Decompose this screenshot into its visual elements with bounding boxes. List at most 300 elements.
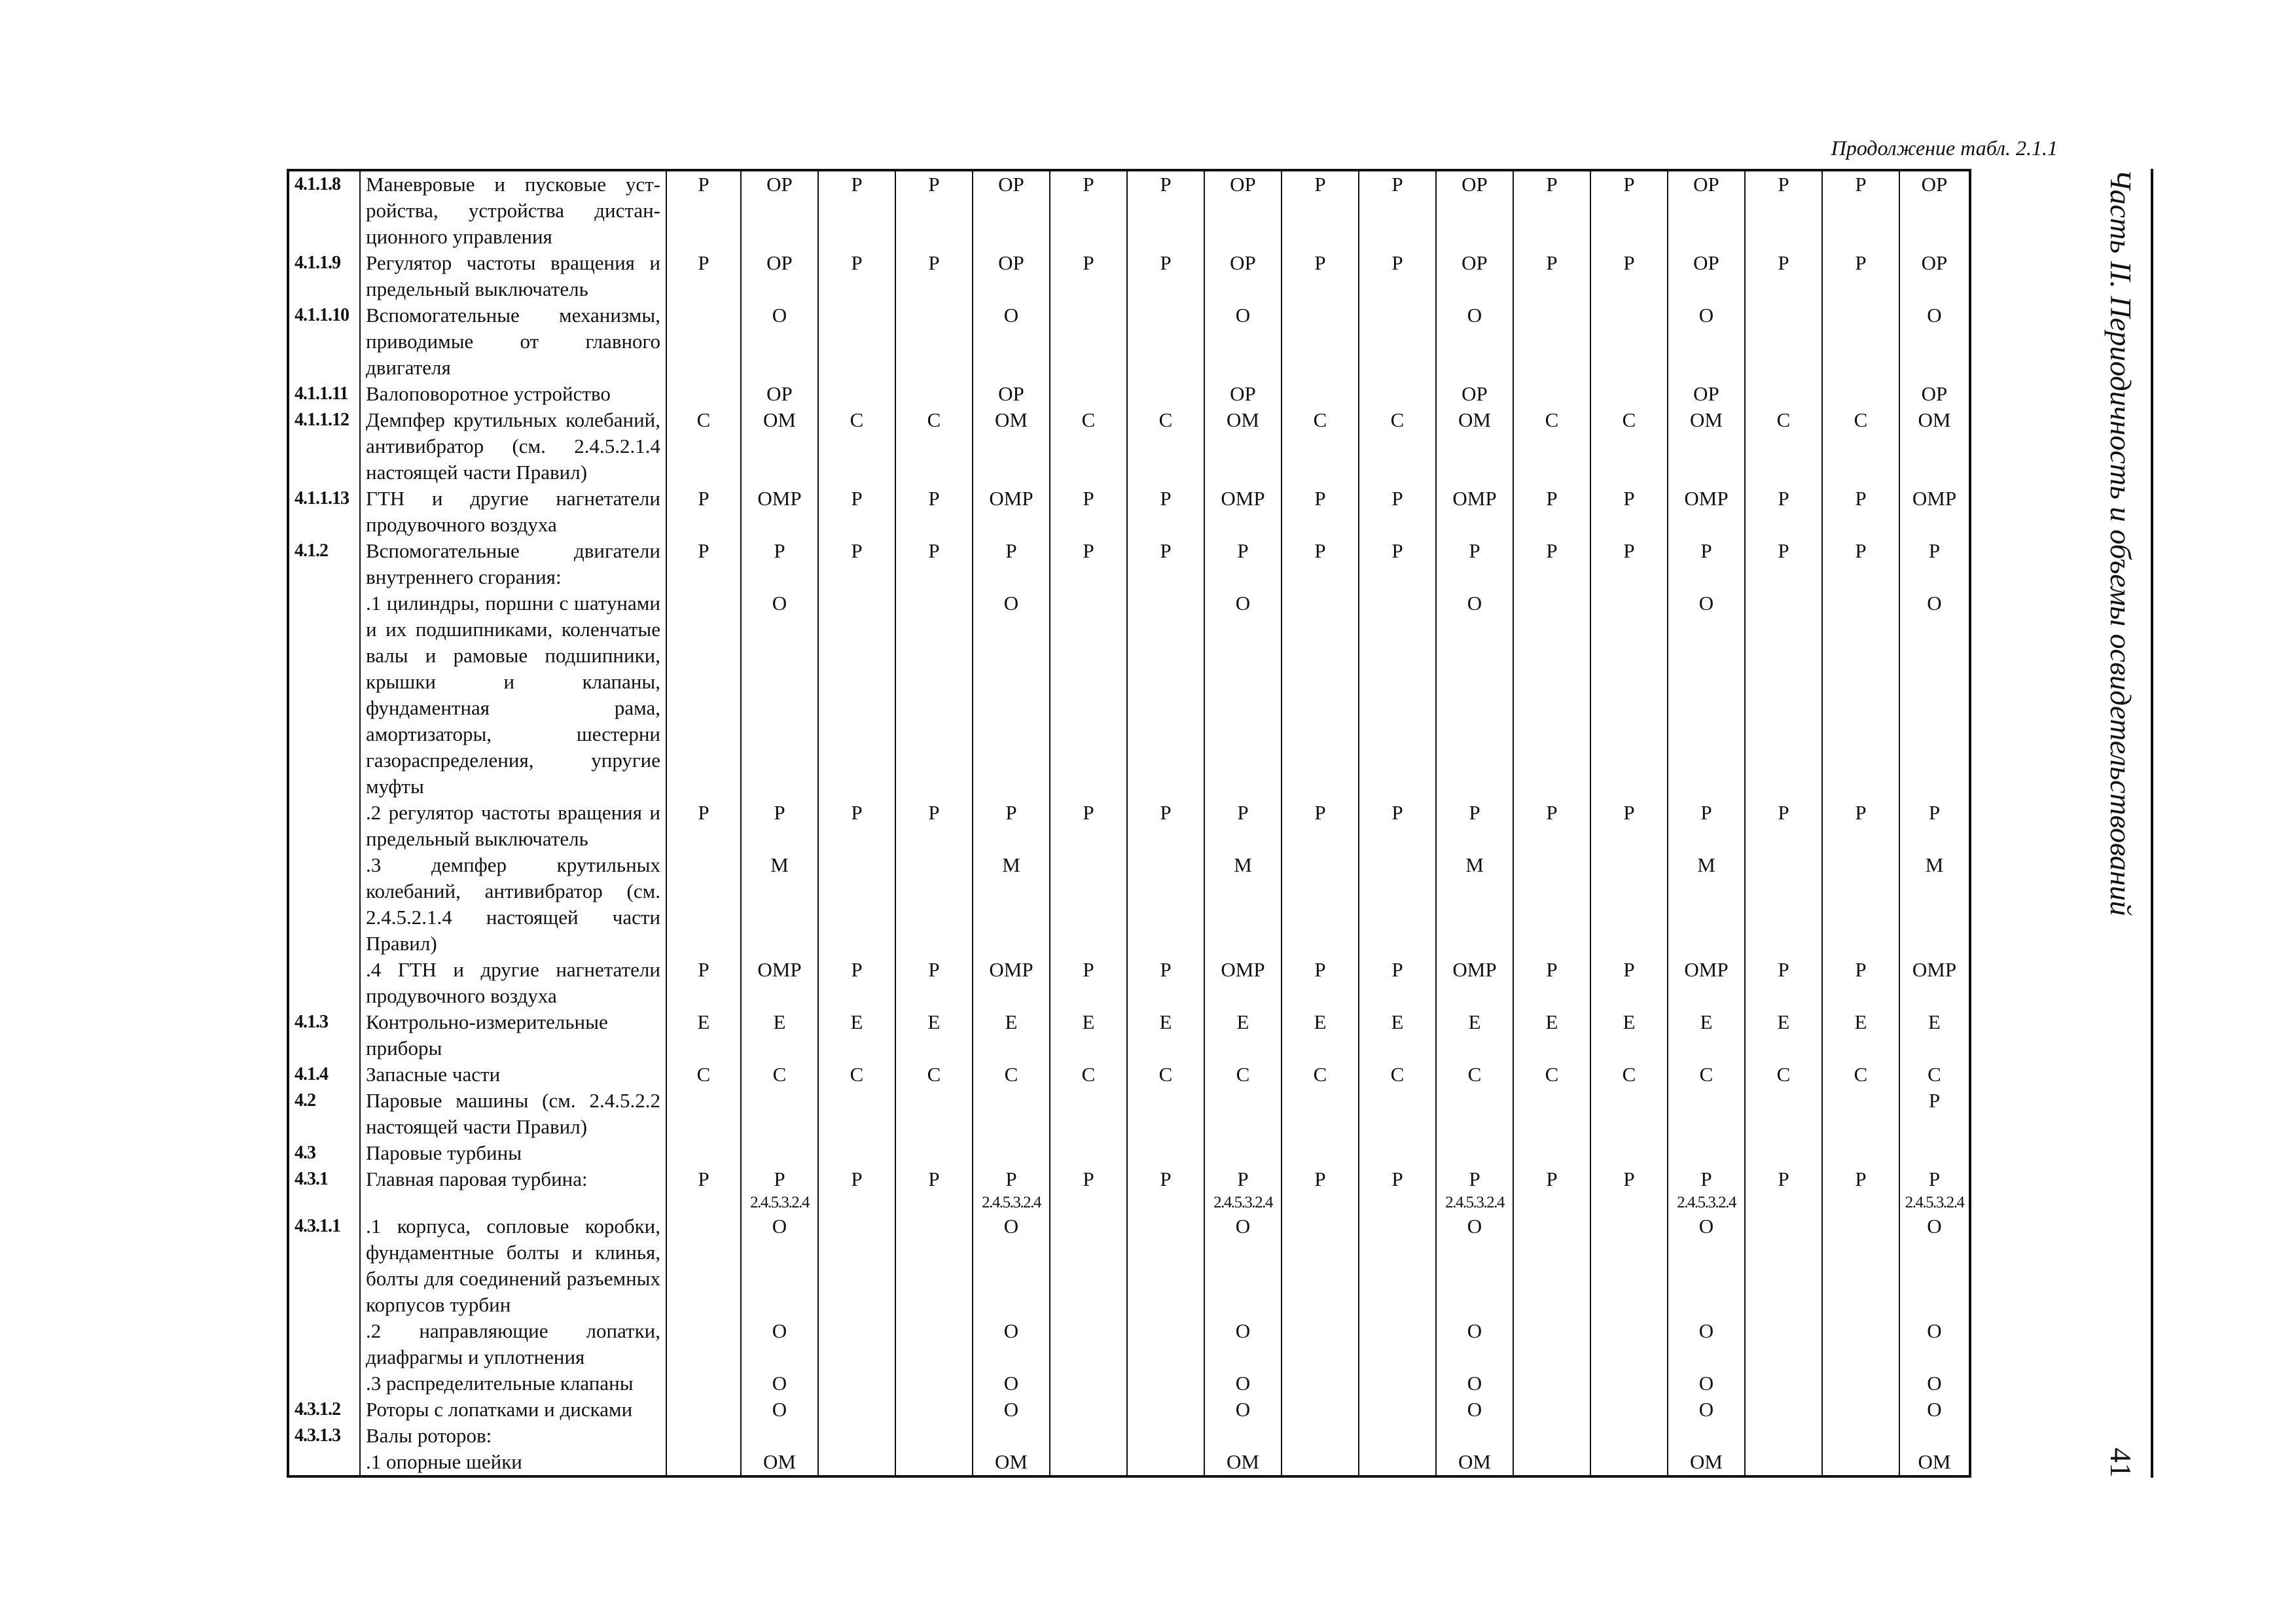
survey-mark: О [1235,1372,1251,1395]
survey-mark-cell [1127,800,1204,852]
survey-mark-cell [1668,1061,1745,1088]
survey-mark-reference: 2.4.5.3.2.4 [982,1194,1041,1211]
survey-mark-cell [1436,486,1513,538]
survey-mark-cell [895,590,973,800]
survey-mark: ОР [1693,251,1719,274]
survey-mark-cell [1204,381,1282,407]
survey-mark-cell [1899,957,1970,1009]
survey-mark: Р [851,487,863,510]
survey-mark-cell [1050,250,1127,302]
survey-mark-cell [1668,1009,1745,1061]
table-row [288,1213,1970,1318]
survey-mark: Р [1083,539,1094,562]
survey-mark-cell [1822,1088,1899,1140]
survey-mark: О [1235,1215,1251,1238]
survey-mark: ОМ [1227,408,1259,431]
item-number: 4.1.1.10 [288,302,360,381]
survey-mark: ОР [998,251,1024,274]
item-description: .1 опорные шейки [360,1449,666,1476]
survey-mark-cell [1282,1449,1359,1476]
survey-mark: ОР [766,173,793,196]
survey-mark-cell [1436,1088,1513,1140]
survey-mark-cell [1822,486,1899,538]
survey-mark-cell [818,1213,895,1318]
survey-mark-cell [1127,407,1204,486]
survey-mark: С [696,1063,711,1086]
survey-mark-cell [1204,1213,1282,1318]
item-number [288,1449,360,1476]
survey-mark: ОР [1462,173,1488,196]
survey-mark-cell [666,1213,741,1318]
survey-mark: ОМ [1458,1450,1491,1473]
survey-mark-cell [1359,250,1436,302]
survey-mark-cell [818,1009,895,1061]
survey-mark-cell [1127,538,1204,590]
survey-mark: Р [1314,801,1326,824]
survey-mark: Р [1855,1168,1867,1190]
survey-mark-cell [741,1166,818,1213]
survey-mark-cell [1590,1140,1668,1166]
survey-mark-cell [818,1140,895,1166]
survey-mark: ОМ [763,408,796,431]
survey-mark-cell [666,590,741,800]
survey-mark-cell [1590,486,1668,538]
survey-mark-cell [1436,1166,1513,1213]
survey-mark-cell [1282,170,1359,250]
survey-mark: Р [1391,1168,1403,1190]
survey-mark-cell [1513,800,1590,852]
table-row [288,486,1970,538]
table-body [288,170,1970,1476]
survey-mark: Р [1160,801,1172,824]
survey-mark-cell [818,852,895,957]
survey-mark-cell [1204,1397,1282,1423]
survey-mark: Р [1700,801,1712,824]
table-row [288,957,1970,1009]
survey-mark: ОР [1462,382,1488,405]
survey-mark-cell [973,538,1050,590]
table-row [288,1370,1970,1397]
survey-mark-cell [666,1140,741,1166]
survey-mark-cell [741,1213,818,1318]
survey-mark: О [1927,1319,1942,1342]
survey-mark-cell [666,1009,741,1061]
survey-mark-cell [895,1370,973,1397]
survey-mark-cell [1899,1009,1970,1061]
survey-mark: Р [928,173,940,196]
survey-mark: С [1854,1063,1868,1086]
survey-mark-cell [1282,1370,1359,1397]
item-description: Демпфер крутильных колебаний, антивибратор (см. 2.4.5.2.1.4 настоящей части Правил) [360,407,666,486]
survey-mark: Р [1855,173,1867,196]
table-row [288,170,1970,250]
survey-mark: Р [1546,173,1558,196]
survey-mark: ОМ [763,1450,796,1473]
survey-mark: ОР [1230,251,1256,274]
survey-mark: Р [1314,173,1326,196]
survey-mark: ОМ [1458,408,1491,431]
survey-mark-cell [666,1088,741,1140]
item-description: Валы роторов: [360,1423,666,1449]
survey-mark: Р [1160,251,1172,274]
survey-mark-cell [1745,1166,1822,1213]
survey-mark: С [1622,408,1636,431]
survey-mark: ОР [998,382,1024,405]
survey-mark-cell [1050,381,1127,407]
survey-mark-cell [973,957,1050,1009]
survey-mark-cell [895,250,973,302]
survey-mark-cell [1204,302,1282,381]
survey-mark-cell [1359,1166,1436,1213]
survey-mark: Р [851,539,863,562]
survey-mark: Е [1928,1010,1941,1033]
survey-mark: ОР [1693,173,1719,196]
survey-mark-cell [1668,1140,1745,1166]
survey-mark-cell [1127,1009,1204,1061]
survey-mark-cell [895,1061,973,1088]
survey-mark: Р [1083,487,1094,510]
survey-mark: Р [698,801,709,824]
survey-mark: Р [1391,173,1403,196]
survey-mark-reference: 2.4.5.3.2.4 [1213,1194,1272,1211]
survey-mark-cell [1822,1449,1899,1476]
survey-mark: О [1003,304,1019,327]
survey-mark: С [1622,1063,1636,1086]
item-number: 4.1.4 [288,1061,360,1088]
survey-mark-cell [895,957,973,1009]
survey-mark: Р [1778,173,1789,196]
survey-mark-cell [1204,250,1282,302]
survey-mark: С [1313,408,1327,431]
survey-mark-cell [1436,1140,1513,1166]
survey-mark: Р [1083,1168,1094,1190]
survey-mark-cell [1127,590,1204,800]
survey-mark-cell [1436,957,1513,1009]
survey-mark: Р [1855,251,1867,274]
survey-mark-cell [1513,1213,1590,1318]
survey-mark: Е [850,1010,863,1033]
item-description: .2 направляющие лопатки, диафрагмы и уплотнения [360,1318,666,1370]
survey-mark-cell [1745,800,1822,852]
item-number: 4.1.1.12 [288,407,360,486]
survey-mark-cell [666,1061,741,1088]
survey-mark: Р [1928,1168,1941,1190]
survey-mark: С [1467,1063,1482,1086]
survey-mark-cell [973,1166,1050,1213]
survey-mark-cell [1745,538,1822,590]
survey-mark-cell [1899,800,1970,852]
survey-mark: ОМР [1684,487,1729,510]
survey-mark: Р [1928,539,1941,562]
survey-mark-cell [1590,590,1668,800]
survey-mark-cell [1204,1449,1282,1476]
table-row [288,1140,1970,1166]
survey-mark-cell [1899,1088,1970,1140]
survey-mark-cell [1282,250,1359,302]
survey-mark: Р [1623,251,1635,274]
survey-mark: Р [1855,958,1867,981]
survey-mark: О [772,304,787,327]
survey-mark-cell [741,1009,818,1061]
survey-mark-cell [1745,1061,1822,1088]
item-number [288,1318,360,1370]
survey-mark: Р [928,539,940,562]
survey-mark: О [1003,1319,1019,1342]
survey-mark: С [927,408,941,431]
survey-mark-cell [1050,538,1127,590]
survey-mark: ОМР [1452,958,1497,981]
table-row [288,1061,1970,1088]
survey-mark-cell [818,1449,895,1476]
survey-mark-cell [818,1088,895,1140]
item-number [288,1370,360,1397]
survey-mark-cell [741,538,818,590]
survey-mark-cell [1050,1140,1127,1166]
survey-mark-cell [666,170,741,250]
survey-mark-cell [1899,852,1970,957]
survey-mark: Р [1623,801,1635,824]
survey-mark: Р [1623,1168,1635,1190]
survey-mark-cell [1204,1140,1282,1166]
survey-mark: Р [1546,487,1558,510]
survey-mark: ОР [1230,382,1256,405]
survey-mark-cell [1127,1397,1204,1423]
survey-mark-cell [1745,1397,1822,1423]
survey-mark: М [1234,853,1252,876]
survey-mark-cell [895,1213,973,1318]
survey-mark-cell [1668,1370,1745,1397]
survey-mark-cell [1590,1166,1668,1213]
survey-mark-cell [1359,1009,1436,1061]
table-row [288,538,1970,590]
survey-mark-cell [1282,538,1359,590]
survey-mark: Р [698,1168,709,1190]
survey-mark: ОР [766,382,793,405]
survey-mark: Р [1700,539,1712,562]
survey-mark-cell [1127,381,1204,407]
survey-mark: С [1390,1063,1405,1086]
survey-mark: Р [1623,173,1635,196]
survey-mark-cell [1513,381,1590,407]
survey-mark: О [1235,592,1251,615]
survey-mark-cell [741,1423,818,1449]
survey-mark-cell [1745,1009,1822,1061]
survey-mark-cell [1513,250,1590,302]
survey-mark: Р [851,251,863,274]
survey-mark-cell [1899,1318,1970,1370]
survey-mark-cell [666,1449,741,1476]
survey-mark: С [927,1063,941,1086]
survey-mark-cell [1668,170,1745,250]
survey-mark: Е [927,1010,941,1033]
survey-mark: Р [1314,1168,1326,1190]
survey-mark-cell [1745,1088,1822,1140]
survey-mark-cell [1745,1449,1822,1476]
survey-mark-cell [1359,486,1436,538]
survey-mark-cell [1899,486,1970,538]
survey-mark-cell [1745,250,1822,302]
side-margin [2094,169,2162,1478]
survey-mark-cell [1822,1318,1899,1370]
survey-mark: О [1698,1398,1714,1421]
survey-mark-cell [1050,957,1127,1009]
table-row [288,1166,1970,1213]
survey-mark: ОМР [1221,958,1265,981]
survey-mark-cell [1899,1449,1970,1476]
item-description: .4 ГТН и другие нагнетатели продувочного воздуха [360,957,666,1009]
survey-mark: ОМР [1912,958,1957,981]
item-description: .1 корпуса, сопловые коробки, фундаментные болты и клинья, болты для соединений разъемных корпусов турбин [360,1213,666,1318]
table-row [288,1088,1970,1140]
survey-mark-cell [666,302,741,381]
item-description: .3 демпфер крутильных колебаний, антивибратор (см. 2.4.5.2.1.4 настоящей части Правил) [360,852,666,957]
survey-mark-cell [666,538,741,590]
survey-mark-cell [1204,852,1282,957]
survey-mark-cell [895,800,973,852]
survey-mark-cell [818,170,895,250]
survey-mark-cell [666,1423,741,1449]
survey-mark-cell [1513,1009,1590,1061]
survey-mark-cell [1899,1061,1970,1088]
survey-mark-cell [666,381,741,407]
item-number: 4.1.1.9 [288,250,360,302]
survey-mark-cell [1359,407,1436,486]
item-number: 4.3.1 [288,1166,360,1213]
survey-mark: Р [1469,539,1480,562]
survey-mark-cell [1204,800,1282,852]
survey-mark-cell [1899,1140,1970,1166]
survey-mark-cell [818,538,895,590]
survey-mark: О [1003,1372,1019,1395]
survey-mark-cell [895,302,973,381]
table-row [288,590,1970,800]
item-number: 4.1.3 [288,1009,360,1061]
survey-mark: М [770,853,789,876]
item-description: ГТН и другие нагнетатели продувочного воздуха [360,486,666,538]
survey-mark-cell [1822,1009,1899,1061]
survey-mark-cell [666,1166,741,1213]
survey-mark-cell [741,250,818,302]
survey-mark-cell [1668,486,1745,538]
survey-mark: Е [1391,1010,1404,1033]
survey-mark: С [1081,1063,1096,1086]
survey-mark: Р [698,487,709,510]
survey-mark-cell [1668,1318,1745,1370]
survey-mark-cell [1436,381,1513,407]
survey-mark: Р [1391,251,1403,274]
survey-mark: С [1776,1063,1791,1086]
survey-mark: О [1698,592,1714,615]
survey-mark: Р [774,1168,785,1190]
survey-mark-cell [1359,1140,1436,1166]
survey-mark: Р [1928,1089,1941,1112]
survey-mark: Р [1855,539,1867,562]
survey-mark: С [1004,1063,1018,1086]
survey-mark: О [1467,1398,1482,1421]
survey-mark: С [1313,1063,1327,1086]
survey-mark: ОР [1462,251,1488,274]
survey-mark-cell [666,250,741,302]
item-description: Вспомогательные двигатели внутреннего сгорания: [360,538,666,590]
survey-mark: Р [1778,958,1789,981]
survey-mark-cell [818,1423,895,1449]
survey-mark-cell [895,486,973,538]
survey-mark-cell [1282,957,1359,1009]
survey-mark: Р [1237,801,1249,824]
survey-mark: Р [1778,487,1789,510]
survey-mark-cell [973,1449,1050,1476]
survey-mark: Р [1314,251,1326,274]
survey-mark-cell [1204,1166,1282,1213]
survey-mark: Р [1855,801,1867,824]
survey-mark: Р [1083,958,1094,981]
survey-mark-cell [818,800,895,852]
survey-mark-cell [1745,852,1822,957]
survey-mark-cell [973,1009,1050,1061]
survey-mark-cell [741,1061,818,1088]
survey-mark-cell [741,1140,818,1166]
survey-mark: Р [698,173,709,196]
survey-mark-cell [1050,170,1127,250]
page-number: 41 [2104,1448,2138,1478]
survey-mark: О [1235,304,1251,327]
survey-mark: Р [1546,801,1558,824]
survey-mark-cell [1745,486,1822,538]
survey-mark-cell [1590,957,1668,1009]
survey-mark: С [1699,1063,1713,1086]
survey-mark-cell [1127,1140,1204,1166]
survey-mark-cell [1822,1061,1899,1088]
survey-mark-cell [1282,852,1359,957]
survey-mark: О [1467,1319,1482,1342]
survey-mark: О [1467,304,1482,327]
survey-mark-cell [973,800,1050,852]
survey-mark-cell [1822,852,1899,957]
survey-mark: Е [1545,1010,1558,1033]
survey-mark-cell [666,1370,741,1397]
survey-mark-cell [818,1397,895,1423]
survey-mark-cell [1513,1423,1590,1449]
survey-mark: Р [1391,801,1403,824]
survey-mark: О [772,1398,787,1421]
survey-mark-cell [1899,170,1970,250]
survey-mark-cell [1359,1397,1436,1423]
survey-mark-cell [741,800,818,852]
survey-mark-cell [1745,1213,1822,1318]
item-description: Главная паровая турбина: [360,1166,666,1213]
survey-mark: Р [1623,958,1635,981]
survey-mark: О [1467,592,1482,615]
survey-mark-cell [1282,800,1359,852]
survey-mark-cell [1590,407,1668,486]
survey-mark-cell [1436,1213,1513,1318]
survey-mark-cell [741,1088,818,1140]
survey-mark-cell [1050,1088,1127,1140]
survey-mark-cell [1204,590,1282,800]
survey-mark: С [1158,1063,1173,1086]
survey-mark-cell [1436,302,1513,381]
table-row [288,381,1970,407]
survey-mark-cell [1513,1449,1590,1476]
survey-mark-cell [1050,1061,1127,1088]
survey-mark-cell [1127,302,1204,381]
survey-mark-cell [1282,1009,1359,1061]
survey-mark-cell [1204,538,1282,590]
survey-mark: Е [697,1010,710,1033]
survey-mark-cell [1590,800,1668,852]
survey-mark: Р [1391,539,1403,562]
survey-mark: Р [698,539,709,562]
